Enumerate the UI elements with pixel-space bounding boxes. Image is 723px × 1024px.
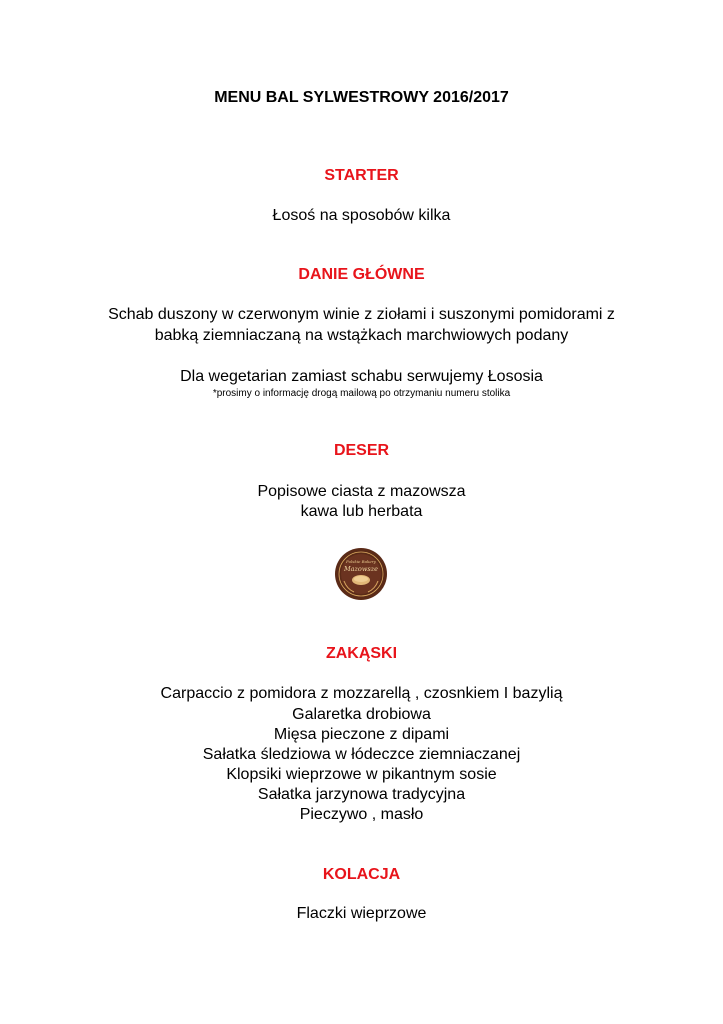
dessert-item: Popisowe ciasta z mazowsza [257,483,466,500]
starter-item: Łosoś na sposobów kilka [272,207,451,224]
section-heading-main-course: DANIE GŁÓWNE [298,266,425,283]
menu-title: MENU BAL SYLWESTROWY 2016/2017 [214,89,509,106]
main-course-item: Schab duszony w czerwonym winie z ziołami i suszonymi pomidorami z [108,306,615,323]
main-course-item: babką ziemniaczaną na wstążkach marchwiowych podany [154,327,569,344]
appetizer-item: Sałatka jarzynowa tradycyjna [257,786,466,803]
appetizer-item: Pieczywo , masło [299,806,424,823]
appetizer-item: Carpaccio z pomidora z mozzarellą , czosnkiem I bazylią [160,685,563,702]
appetizer-item: Sałatka śledziowa w łódeczce ziemniaczanej [202,746,521,763]
appetizer-item: Mięsa pieczone z dipami [273,726,450,743]
section-heading-appetizers: ZAKĄSKI [325,645,398,662]
bakery-logo-icon [334,547,388,601]
svg-text:Polskie Bakery: Polskie Bakery [346,559,376,564]
dessert-item: kawa lub herbata [300,503,423,520]
vegetarian-option: Dla wegetarian zamiast schabu serwujemy Łososia [180,368,543,385]
svg-text:Mazowsze: Mazowsze [343,565,379,573]
supper-item: Flaczki wieprzowe [296,905,427,922]
table-number-note: *prosimy o informację drogą mailową po otrzymaniu numeru stolika [212,388,511,399]
appetizer-item: Klopsiki wieprzowe w pikantnym sosie [226,766,497,783]
appetizer-item: Galaretka drobiowa [292,706,431,723]
section-heading-supper: KOLACJA [322,866,401,883]
section-heading-starter: STARTER [324,167,399,184]
section-heading-dessert: DESER [333,442,390,459]
